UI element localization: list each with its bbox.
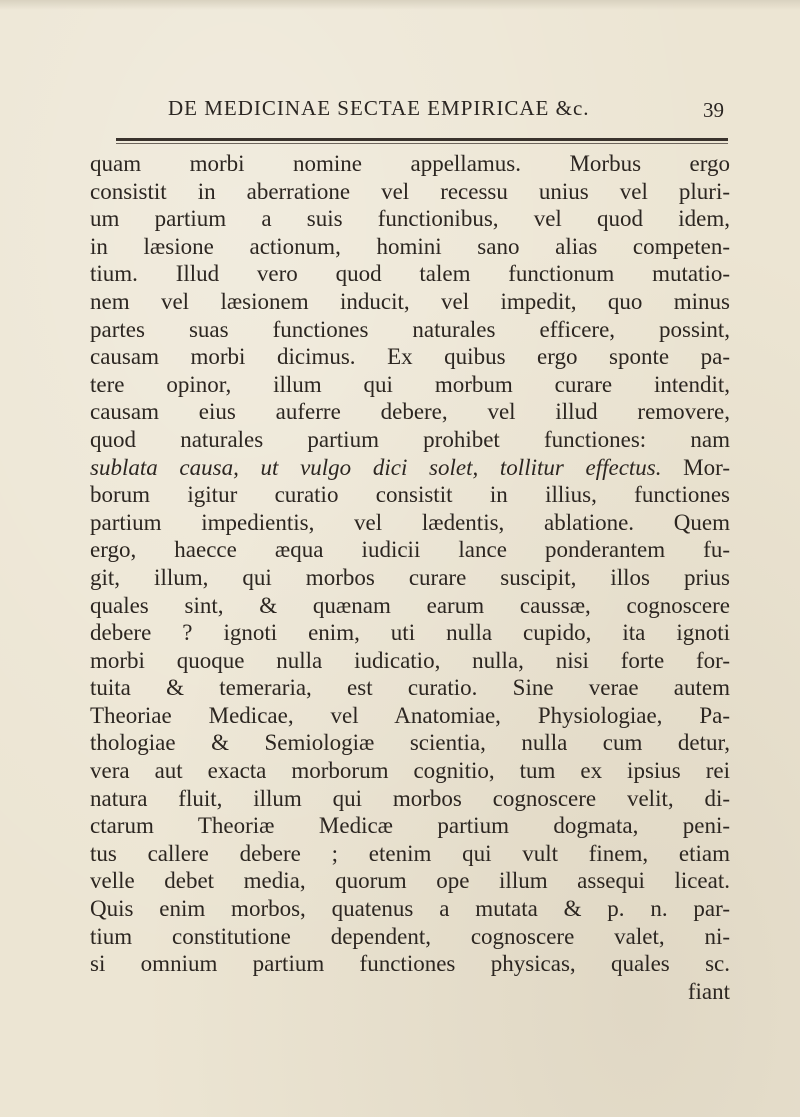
running-title: DE MEDICINAE SECTAE EMPIRICAE &c. [168,96,590,120]
body-text [90,150,730,1005]
italic-line-continuation: Mor- [661,454,730,480]
text-line: thologiae & Semiologiæ scientia, nulla cum detur, [90,730,730,756]
catchword: fiant [687,978,730,1004]
text-line: Quis enim morbos, quatenus a mutata & p. n. par- [90,896,730,922]
text-line: borum igitur curatio consistit in illius, functiones [90,482,730,508]
text-line: nem vel læsionem inducit, vel impedit, quo minus [90,288,730,314]
text-line: velle debet media, quorum ope illum assequi liceat. [90,868,730,894]
text-line: debere ? ignoti enim, uti nulla cupido, ita ignoti [90,620,730,646]
text-line: morbi quoque nulla iudicatio, nulla, nisi forte for- [90,647,730,673]
text-line: partium impedientis, vel lædentis, ablatione. Quem [90,509,730,535]
text-line: si omnium partium functiones physicas, quales sc. [90,951,730,977]
text-line: um partium a suis functionibus, vel quod idem, [90,206,730,232]
page-number: 39 [703,98,724,122]
text-line: tus callere debere ; etenim qui vult finem, etiam [90,840,730,866]
page-top-edge [0,0,800,10]
italic-quotation: sublata causa, ut vulgo dici solet, tollitur effectus. [90,454,662,480]
text-line: causam morbi dicimus. Ex quibus ergo sponte pa- [90,344,730,370]
text-line: Theoriae Medicae, vel Anatomiae, Physiologiae, Pa- [90,702,730,728]
text-line: partes suas functiones naturales efficere, possint, [90,316,730,342]
header-rule [116,138,728,141]
text-line: quam morbi nomine appellamus. Morbus ergo [90,151,730,176]
text-line: consistit in aberratione vel recessu unius vel pluri- [90,178,730,204]
text-line-italic [90,454,730,482]
text-line: quales sint, & quænam earum caussæ, cognoscere [90,592,730,618]
text-line: tium. Illud vero quod talem functionum mutatio- [90,261,730,287]
text-line: vera aut exacta morborum cognitio, tum ex ipsius rei [90,758,730,784]
text-line: causam eius auferre debere, vel illud removere, [90,399,730,425]
text-line: tere opinor, illum qui morbum curare intendit, [90,371,730,397]
text-line: ctarum Theoriæ Medicæ partium dogmata, peni- [90,813,730,839]
text-line: tuita & temeraria, est curatio. Sine verae autem [90,675,730,701]
text-line: tium constitutione dependent, cognoscere valet, ni- [90,923,730,949]
header-rule-thin [116,143,728,144]
text-line: in læsione actionum, homini sano alias competen- [90,233,730,259]
text-line: natura fluit, illum qui morbos cognoscere velit, di- [90,785,730,811]
text-line: git, illum, qui morbos curare suscipit, illos prius [90,564,730,590]
text-line: ergo, haecce æqua iudicii lance ponderantem fu- [90,537,730,563]
text-line: quod naturales partium prohibet functiones: nam [90,426,730,452]
